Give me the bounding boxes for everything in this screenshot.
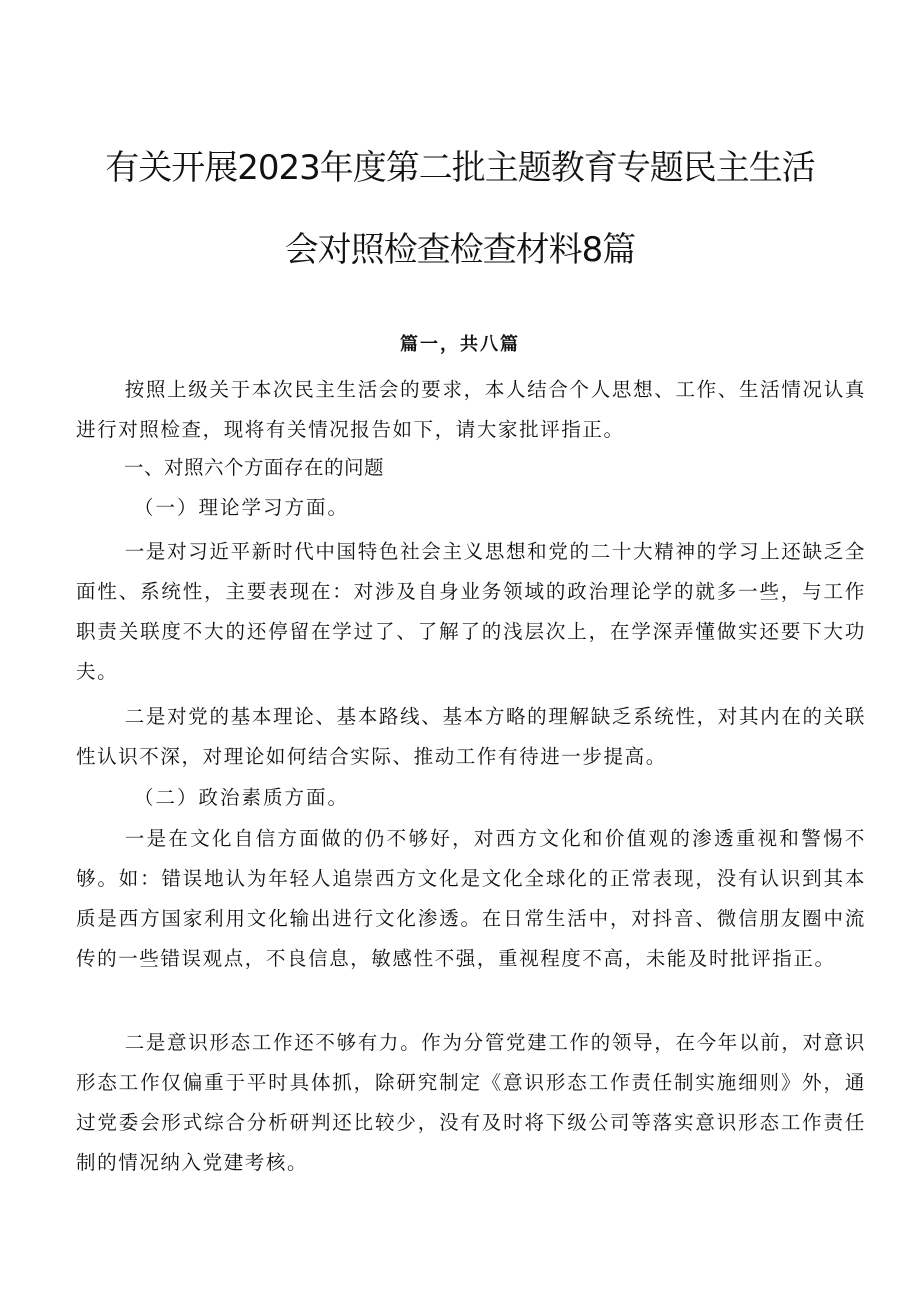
intro-paragraph: 按照上级关于本次民主生活会的要求，本人结合个人思想、工作、生活情况认真进行对照检查，现将有关情况报告如下，请大家批评指正。 <box>76 378 866 441</box>
document-title-line-1: 有关开展2023年度第二批主题教育专题民主生活 <box>105 148 815 188</box>
subsection-heading-politics: （二）政治素质方面。 <box>134 786 350 809</box>
document-subtitle: 篇一，共八篇 <box>400 334 520 355</box>
politics-paragraph-2: 二是意识形态工作还不够有力。作为分管党建工作的领导，在今年以前，对意识形态工作仅偏重于平时具体抓，除研究制定《意识形态工作责任制实施细则》外，通过党委会形式综合分析研判还比较少，没有及时将下级公司等落实意识形态工作责任制的情况纳入党建考核。 <box>76 1031 866 1174</box>
document-title-line-2: 会对照检查检查材料8篇 <box>284 230 636 270</box>
politics-paragraph-1: 一是在文化自信方面做的仍不够好，对西方文化和价值观的渗透重视和警惕不够。如：错误地认为年轻人追崇西方文化是文化全球化的正常表现，没有认识到其本质是西方国家利用文化输出进行文化渗透。在日常生活中，对抖音、微信朋友圈中流传的一些错误观点，不良信息，敏感性不强，重视程度不高，未能及时批评指正。 <box>76 827 866 970</box>
subsection-heading-theory: （一）理论学习方面。 <box>134 496 350 519</box>
theory-paragraph-1: 一是对习近平新时代中国特色社会主义思想和党的二十大精神的学习上还缺乏全面性、系统性，主要表现在：对涉及自身业务领域的政治理论学的就多一些，与工作职责关联度不大的还停留在学过了、了解了的浅层次上，在学深弄懂做实还要下大功夫。 <box>76 540 866 683</box>
section-heading: 一、对照六个方面存在的问题 <box>124 456 385 479</box>
theory-paragraph-2: 二是对党的基本理论、基本路线、基本方略的理解缺乏系统性，对其内在的关联性认识不深，对理论如何结合实际、推动工作有待进一步提高。 <box>76 705 866 768</box>
